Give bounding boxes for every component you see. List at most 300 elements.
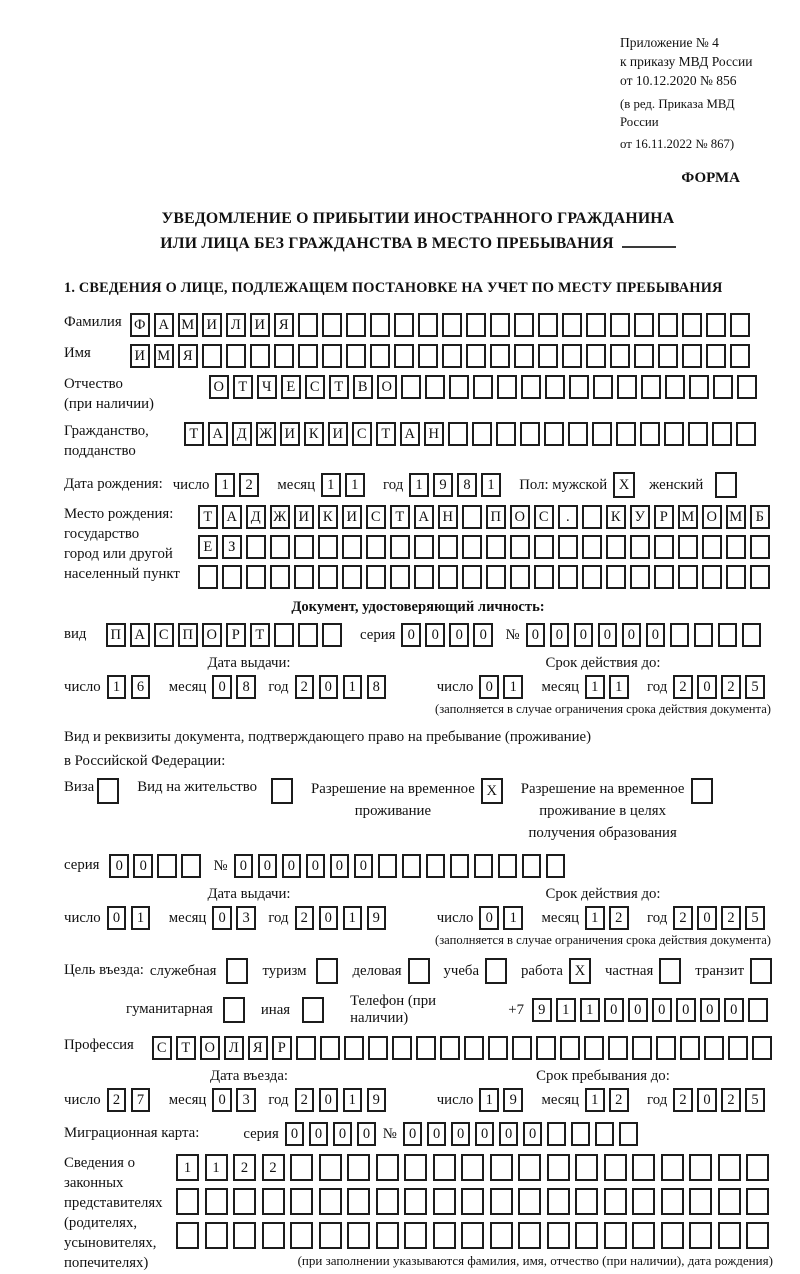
- residence-permit-checkbox[interactable]: [271, 778, 293, 804]
- purpose-transit-checkbox[interactable]: [750, 958, 772, 984]
- firstname-field[interactable]: [130, 344, 754, 368]
- char-box-empty[interactable]: [750, 565, 770, 589]
- char-box-filled[interactable]: 0: [574, 623, 594, 647]
- char-box-empty[interactable]: [342, 565, 362, 589]
- char-box-empty[interactable]: [571, 1122, 591, 1146]
- char-box-empty[interactable]: [205, 1188, 228, 1215]
- char-box-filled[interactable]: 0: [401, 623, 421, 647]
- char-box-empty[interactable]: [318, 565, 338, 589]
- char-box-empty[interactable]: [438, 565, 458, 589]
- char-box-empty[interactable]: [514, 313, 534, 337]
- char-box-empty[interactable]: [752, 1036, 772, 1060]
- char-box-empty[interactable]: [604, 1154, 627, 1181]
- char-box-empty[interactable]: [678, 565, 698, 589]
- char-box-filled[interactable]: Я: [248, 1036, 268, 1060]
- char-box-empty[interactable]: [584, 1036, 604, 1060]
- birth-year-field[interactable]: [409, 473, 505, 497]
- char-box-empty[interactable]: [490, 313, 510, 337]
- char-box-empty[interactable]: [461, 1222, 484, 1249]
- char-box-filled[interactable]: 0: [604, 998, 624, 1022]
- char-box-filled[interactable]: 2: [609, 906, 629, 930]
- char-box-empty[interactable]: [688, 422, 708, 446]
- char-box-filled[interactable]: 0: [107, 906, 127, 930]
- char-box-empty[interactable]: [546, 854, 566, 878]
- char-box-empty[interactable]: [490, 1188, 513, 1215]
- char-box-empty[interactable]: [449, 375, 469, 399]
- residence-expiry-year[interactable]: [673, 906, 769, 930]
- char-box-empty[interactable]: [748, 998, 768, 1022]
- char-box-filled[interactable]: 2: [295, 675, 315, 699]
- char-box-empty[interactable]: [737, 375, 757, 399]
- char-box-filled[interactable]: Б: [750, 505, 770, 529]
- char-box-filled[interactable]: 0: [499, 1122, 519, 1146]
- char-box-filled[interactable]: 0: [526, 623, 546, 647]
- char-box-empty[interactable]: [718, 623, 738, 647]
- char-box-filled[interactable]: 0: [330, 854, 350, 878]
- char-box-filled[interactable]: Я: [274, 313, 294, 337]
- char-box-filled[interactable]: К: [606, 505, 626, 529]
- char-box-empty[interactable]: [294, 535, 314, 559]
- char-box-empty[interactable]: [560, 1036, 580, 1060]
- char-box-filled[interactable]: 0: [234, 854, 254, 878]
- char-box-empty[interactable]: [746, 1222, 769, 1249]
- char-box-empty[interactable]: [342, 535, 362, 559]
- surname-field[interactable]: [130, 313, 754, 337]
- char-box-empty[interactable]: [659, 958, 681, 984]
- char-box-empty[interactable]: [473, 375, 493, 399]
- char-box-filled[interactable]: 8: [236, 675, 256, 699]
- char-box-filled[interactable]: 0: [354, 854, 374, 878]
- mc-series-field[interactable]: [285, 1122, 381, 1146]
- char-box-empty[interactable]: [641, 375, 661, 399]
- char-box-filled[interactable]: 1: [609, 675, 629, 699]
- char-box-empty[interactable]: [547, 1122, 567, 1146]
- char-box-empty[interactable]: [630, 565, 650, 589]
- char-box-filled[interactable]: 2: [673, 906, 693, 930]
- char-box-filled[interactable]: 0: [212, 906, 232, 930]
- char-box-filled[interactable]: Ч: [257, 375, 277, 399]
- char-box-filled[interactable]: С: [152, 1036, 172, 1060]
- char-box-empty[interactable]: [534, 565, 554, 589]
- char-box-empty[interactable]: [521, 375, 541, 399]
- char-box-filled[interactable]: 2: [721, 906, 741, 930]
- char-box-filled[interactable]: 9: [367, 1088, 387, 1112]
- doc-expiry-month[interactable]: [585, 675, 633, 699]
- char-box-empty[interactable]: [547, 1154, 570, 1181]
- char-box-empty[interactable]: [520, 422, 540, 446]
- char-box-filled[interactable]: И: [328, 422, 348, 446]
- char-box-empty[interactable]: [592, 422, 612, 446]
- char-box-empty[interactable]: [394, 313, 414, 337]
- char-box-filled[interactable]: 0: [479, 906, 499, 930]
- char-box-empty[interactable]: [202, 344, 222, 368]
- char-box-filled[interactable]: В: [353, 375, 373, 399]
- char-box-empty[interactable]: [670, 623, 690, 647]
- char-box-filled[interactable]: 1: [585, 1088, 605, 1112]
- char-box-empty[interactable]: [296, 1036, 316, 1060]
- char-box-empty[interactable]: [558, 565, 578, 589]
- char-box-filled[interactable]: Ж: [270, 505, 290, 529]
- char-box-empty[interactable]: [414, 565, 434, 589]
- char-box-empty[interactable]: [433, 1188, 456, 1215]
- char-box-empty[interactable]: [461, 1188, 484, 1215]
- char-box-filled[interactable]: Е: [281, 375, 301, 399]
- char-box-filled[interactable]: О: [510, 505, 530, 529]
- char-box-empty[interactable]: [322, 344, 342, 368]
- char-box-filled[interactable]: С: [352, 422, 372, 446]
- char-box-empty[interactable]: [490, 344, 510, 368]
- char-box-filled[interactable]: 0: [258, 854, 278, 878]
- char-box-empty[interactable]: [440, 1036, 460, 1060]
- char-box-filled[interactable]: 0: [676, 998, 696, 1022]
- doc-series-field[interactable]: [401, 623, 497, 647]
- char-box-filled[interactable]: 5: [745, 675, 765, 699]
- char-box-empty[interactable]: [418, 344, 438, 368]
- char-box-empty[interactable]: [402, 854, 422, 878]
- char-box-filled[interactable]: М: [726, 505, 746, 529]
- char-box-empty[interactable]: [319, 1188, 342, 1215]
- char-box-empty[interactable]: [547, 1188, 570, 1215]
- char-box-empty[interactable]: [682, 313, 702, 337]
- doc-type-field[interactable]: [106, 623, 346, 647]
- char-box-empty[interactable]: [562, 344, 582, 368]
- char-box-empty[interactable]: [426, 854, 446, 878]
- char-box-empty[interactable]: [726, 565, 746, 589]
- char-box-filled[interactable]: 0: [333, 1122, 353, 1146]
- char-box-filled[interactable]: И: [130, 344, 150, 368]
- char-box-empty[interactable]: [545, 375, 565, 399]
- doc-expiry-day[interactable]: [479, 675, 527, 699]
- char-box-empty[interactable]: [604, 1222, 627, 1249]
- char-box-filled[interactable]: Ф: [130, 313, 150, 337]
- char-box-filled[interactable]: 1: [131, 906, 151, 930]
- char-box-filled[interactable]: 1: [343, 1088, 363, 1112]
- entry-day[interactable]: [107, 1088, 155, 1112]
- char-box-filled[interactable]: 7: [131, 1088, 151, 1112]
- birth-month-field[interactable]: [321, 473, 369, 497]
- char-box-filled[interactable]: Н: [438, 505, 458, 529]
- stay-month[interactable]: [585, 1088, 633, 1112]
- char-box-filled[interactable]: 9: [532, 998, 552, 1022]
- char-box-filled[interactable]: 5: [745, 1088, 765, 1112]
- purpose-business-checkbox[interactable]: [408, 958, 430, 984]
- char-box-filled[interactable]: 0: [523, 1122, 543, 1146]
- char-box-empty[interactable]: [538, 313, 558, 337]
- char-box-filled[interactable]: Р: [654, 505, 674, 529]
- char-box-empty[interactable]: [486, 535, 506, 559]
- char-box-empty[interactable]: [704, 1036, 724, 1060]
- char-box-empty[interactable]: [718, 1154, 741, 1181]
- char-box-empty[interactable]: [302, 997, 324, 1023]
- char-box-filled[interactable]: 1: [503, 906, 523, 930]
- char-box-filled[interactable]: 1: [503, 675, 523, 699]
- char-box-empty[interactable]: [593, 375, 613, 399]
- char-box-filled[interactable]: И: [250, 313, 270, 337]
- representatives-row1[interactable]: [176, 1154, 775, 1181]
- char-box-empty[interactable]: [736, 422, 756, 446]
- char-box-empty[interactable]: [661, 1222, 684, 1249]
- char-box-filled[interactable]: 1: [343, 675, 363, 699]
- birthplace-row3[interactable]: [198, 565, 774, 589]
- char-box-empty[interactable]: [490, 1222, 513, 1249]
- char-box-filled[interactable]: Л: [224, 1036, 244, 1060]
- char-box-filled[interactable]: 0: [109, 854, 129, 878]
- char-box-empty[interactable]: [488, 1036, 508, 1060]
- residence-number-field[interactable]: [234, 854, 570, 878]
- char-box-filled[interactable]: 0: [357, 1122, 377, 1146]
- char-box-filled[interactable]: 1: [481, 473, 501, 497]
- char-box-filled[interactable]: А: [208, 422, 228, 446]
- char-box-empty[interactable]: [319, 1222, 342, 1249]
- char-box-empty[interactable]: [485, 958, 507, 984]
- char-box-empty[interactable]: [656, 1036, 676, 1060]
- char-box-empty[interactable]: [634, 344, 654, 368]
- char-box-empty[interactable]: [390, 565, 410, 589]
- char-box-empty[interactable]: [414, 535, 434, 559]
- char-box-empty[interactable]: [298, 623, 318, 647]
- mc-number-field[interactable]: [403, 1122, 643, 1146]
- char-box-filled[interactable]: 1: [107, 675, 127, 699]
- char-box-empty[interactable]: [680, 1036, 700, 1060]
- char-box-empty[interactable]: [442, 344, 462, 368]
- char-box-empty[interactable]: [661, 1188, 684, 1215]
- char-box-empty[interactable]: [632, 1154, 655, 1181]
- char-box-empty[interactable]: [610, 344, 630, 368]
- char-box-empty[interactable]: [466, 344, 486, 368]
- char-box-filled[interactable]: У: [630, 505, 650, 529]
- char-box-empty[interactable]: [274, 344, 294, 368]
- residence-issue-day[interactable]: [107, 906, 155, 930]
- char-box-empty[interactable]: [630, 535, 650, 559]
- purpose-study-checkbox[interactable]: [485, 958, 507, 984]
- char-box-empty[interactable]: [320, 1036, 340, 1060]
- char-box-filled[interactable]: С: [534, 505, 554, 529]
- char-box-empty[interactable]: [750, 535, 770, 559]
- char-box-empty[interactable]: [438, 535, 458, 559]
- char-box-filled[interactable]: О: [209, 375, 229, 399]
- birth-day-field[interactable]: [215, 473, 263, 497]
- char-box-empty[interactable]: [498, 854, 518, 878]
- char-box-filled[interactable]: 2: [609, 1088, 629, 1112]
- char-box-empty[interactable]: [366, 565, 386, 589]
- char-box-empty[interactable]: [718, 1188, 741, 1215]
- char-box-empty[interactable]: [294, 565, 314, 589]
- char-box-empty[interactable]: [344, 1036, 364, 1060]
- char-box-empty[interactable]: [262, 1188, 285, 1215]
- char-box-filled[interactable]: С: [366, 505, 386, 529]
- char-box-filled[interactable]: Т: [250, 623, 270, 647]
- char-box-empty[interactable]: [538, 344, 558, 368]
- char-box-filled[interactable]: А: [154, 313, 174, 337]
- char-box-empty[interactable]: [322, 313, 342, 337]
- char-box-empty[interactable]: [632, 1188, 655, 1215]
- char-box-empty[interactable]: [97, 778, 119, 804]
- char-box-empty[interactable]: [322, 623, 342, 647]
- char-box-filled[interactable]: Т: [198, 505, 218, 529]
- char-box-empty[interactable]: [464, 1036, 484, 1060]
- char-box-empty[interactable]: [490, 1154, 513, 1181]
- char-box-filled[interactable]: 0: [309, 1122, 329, 1146]
- doc-issue-year[interactable]: [295, 675, 391, 699]
- char-box-empty[interactable]: [198, 565, 218, 589]
- char-box-filled[interactable]: 9: [503, 1088, 523, 1112]
- char-box-filled[interactable]: 1: [343, 906, 363, 930]
- char-box-filled[interactable]: 1: [479, 1088, 499, 1112]
- char-box-empty[interactable]: [544, 422, 564, 446]
- purpose-private-checkbox[interactable]: [659, 958, 681, 984]
- char-box-empty[interactable]: [682, 344, 702, 368]
- char-box-empty[interactable]: [418, 313, 438, 337]
- char-box-empty[interactable]: [582, 505, 602, 529]
- char-box-empty[interactable]: [270, 535, 290, 559]
- char-box-filled[interactable]: А: [400, 422, 420, 446]
- char-box-empty[interactable]: [404, 1154, 427, 1181]
- char-box-filled[interactable]: 2: [721, 1088, 741, 1112]
- char-box-filled[interactable]: 2: [673, 675, 693, 699]
- char-box-empty[interactable]: [233, 1188, 256, 1215]
- char-box-empty[interactable]: [654, 565, 674, 589]
- char-box-empty[interactable]: [394, 344, 414, 368]
- char-box-empty[interactable]: [316, 958, 338, 984]
- char-box-filled[interactable]: 0: [473, 623, 493, 647]
- char-box-empty[interactable]: [640, 422, 660, 446]
- char-box-empty[interactable]: [474, 854, 494, 878]
- char-box-filled[interactable]: 0: [646, 623, 666, 647]
- char-box-filled[interactable]: 0: [628, 998, 648, 1022]
- char-box-empty[interactable]: [617, 375, 637, 399]
- char-box-empty[interactable]: [271, 778, 293, 804]
- visa-checkbox[interactable]: [97, 778, 119, 804]
- char-box-empty[interactable]: [665, 375, 685, 399]
- char-box-empty[interactable]: [586, 344, 606, 368]
- char-box-empty[interactable]: [654, 535, 674, 559]
- char-box-empty[interactable]: [347, 1154, 370, 1181]
- char-box-filled[interactable]: 0: [425, 623, 445, 647]
- char-box-filled[interactable]: 2: [239, 473, 259, 497]
- char-box-filled[interactable]: И: [294, 505, 314, 529]
- char-box-empty[interactable]: [346, 344, 366, 368]
- char-box-empty[interactable]: [274, 623, 294, 647]
- char-box-filled[interactable]: 0: [449, 623, 469, 647]
- char-box-filled[interactable]: А: [130, 623, 150, 647]
- char-box-filled[interactable]: 0: [133, 854, 153, 878]
- char-box-empty[interactable]: [595, 1122, 615, 1146]
- residence-expiry-month[interactable]: [585, 906, 633, 930]
- char-box-empty[interactable]: [366, 535, 386, 559]
- char-box-empty[interactable]: [462, 565, 482, 589]
- char-box-filled[interactable]: 1: [585, 906, 605, 930]
- char-box-filled[interactable]: 0: [598, 623, 618, 647]
- char-box-empty[interactable]: [262, 1222, 285, 1249]
- char-box-empty[interactable]: [347, 1222, 370, 1249]
- char-box-filled[interactable]: 0: [475, 1122, 495, 1146]
- char-box-filled[interactable]: .: [558, 505, 578, 529]
- birthplace-row2[interactable]: [198, 535, 774, 559]
- char-box-empty[interactable]: [575, 1222, 598, 1249]
- char-box-empty[interactable]: [378, 854, 398, 878]
- char-box-empty[interactable]: [510, 535, 530, 559]
- birthplace-row1[interactable]: [198, 505, 774, 529]
- profession-field[interactable]: [152, 1036, 776, 1060]
- char-box-filled[interactable]: К: [304, 422, 324, 446]
- purpose-tourism-checkbox[interactable]: [316, 958, 338, 984]
- char-box-filled[interactable]: 0: [697, 1088, 717, 1112]
- char-box-empty[interactable]: [433, 1154, 456, 1181]
- stay-day[interactable]: [479, 1088, 527, 1112]
- residence-expiry-day[interactable]: [479, 906, 527, 930]
- char-box-filled[interactable]: И: [280, 422, 300, 446]
- char-box-filled[interactable]: 1: [176, 1154, 199, 1181]
- char-box-empty[interactable]: [518, 1154, 541, 1181]
- char-box-filled[interactable]: 0: [212, 675, 232, 699]
- char-box-empty[interactable]: [582, 565, 602, 589]
- char-box-empty[interactable]: [702, 565, 722, 589]
- char-box-empty[interactable]: [181, 854, 201, 878]
- char-box-empty[interactable]: [706, 313, 726, 337]
- char-box-empty[interactable]: [319, 1154, 342, 1181]
- char-box-empty[interactable]: [586, 313, 606, 337]
- char-box-empty[interactable]: [370, 344, 390, 368]
- char-box-filled[interactable]: 0: [622, 623, 642, 647]
- char-box-empty[interactable]: [715, 472, 737, 498]
- char-box-empty[interactable]: [368, 1036, 388, 1060]
- char-box-filled[interactable]: 0: [652, 998, 672, 1022]
- char-box-empty[interactable]: [318, 535, 338, 559]
- char-box-empty[interactable]: [176, 1188, 199, 1215]
- char-box-empty[interactable]: [534, 535, 554, 559]
- char-box-filled[interactable]: Т: [233, 375, 253, 399]
- sex-male-checkbox[interactable]: [613, 472, 635, 498]
- char-box-empty[interactable]: [632, 1036, 652, 1060]
- char-box-filled[interactable]: Л: [226, 313, 246, 337]
- char-box-filled[interactable]: К: [318, 505, 338, 529]
- char-box-filled[interactable]: Д: [232, 422, 252, 446]
- char-box-empty[interactable]: [691, 778, 713, 804]
- char-box-filled[interactable]: Н: [424, 422, 444, 446]
- doc-expiry-year[interactable]: [673, 675, 769, 699]
- char-box-filled[interactable]: З: [222, 535, 242, 559]
- char-box-empty[interactable]: [157, 854, 177, 878]
- char-box-empty[interactable]: [347, 1188, 370, 1215]
- char-box-filled[interactable]: Я: [178, 344, 198, 368]
- char-box-filled[interactable]: 0: [306, 854, 326, 878]
- char-box-empty[interactable]: [392, 1036, 412, 1060]
- char-box-empty[interactable]: [510, 565, 530, 589]
- char-box-empty[interactable]: [246, 565, 266, 589]
- sex-female-checkbox[interactable]: [715, 472, 737, 498]
- char-box-filled[interactable]: Е: [198, 535, 218, 559]
- char-box-empty[interactable]: [226, 958, 248, 984]
- char-box-empty[interactable]: [472, 422, 492, 446]
- char-box-filled[interactable]: 9: [433, 473, 453, 497]
- char-box-empty[interactable]: [448, 422, 468, 446]
- char-box-filled[interactable]: Ж: [256, 422, 276, 446]
- char-box-empty[interactable]: [634, 313, 654, 337]
- char-box-empty[interactable]: [376, 1154, 399, 1181]
- char-box-filled[interactable]: 3: [236, 906, 256, 930]
- char-box-empty[interactable]: [718, 1222, 741, 1249]
- char-box-empty[interactable]: [226, 344, 246, 368]
- char-box-filled[interactable]: Р: [226, 623, 246, 647]
- char-box-empty[interactable]: [746, 1188, 769, 1215]
- doc-issue-day[interactable]: [107, 675, 155, 699]
- representatives-row3[interactable]: [176, 1222, 775, 1249]
- char-box-empty[interactable]: [569, 375, 589, 399]
- char-box-empty[interactable]: [689, 375, 709, 399]
- char-box-empty[interactable]: [401, 375, 421, 399]
- char-box-empty[interactable]: [606, 535, 626, 559]
- char-box-filled[interactable]: 0: [550, 623, 570, 647]
